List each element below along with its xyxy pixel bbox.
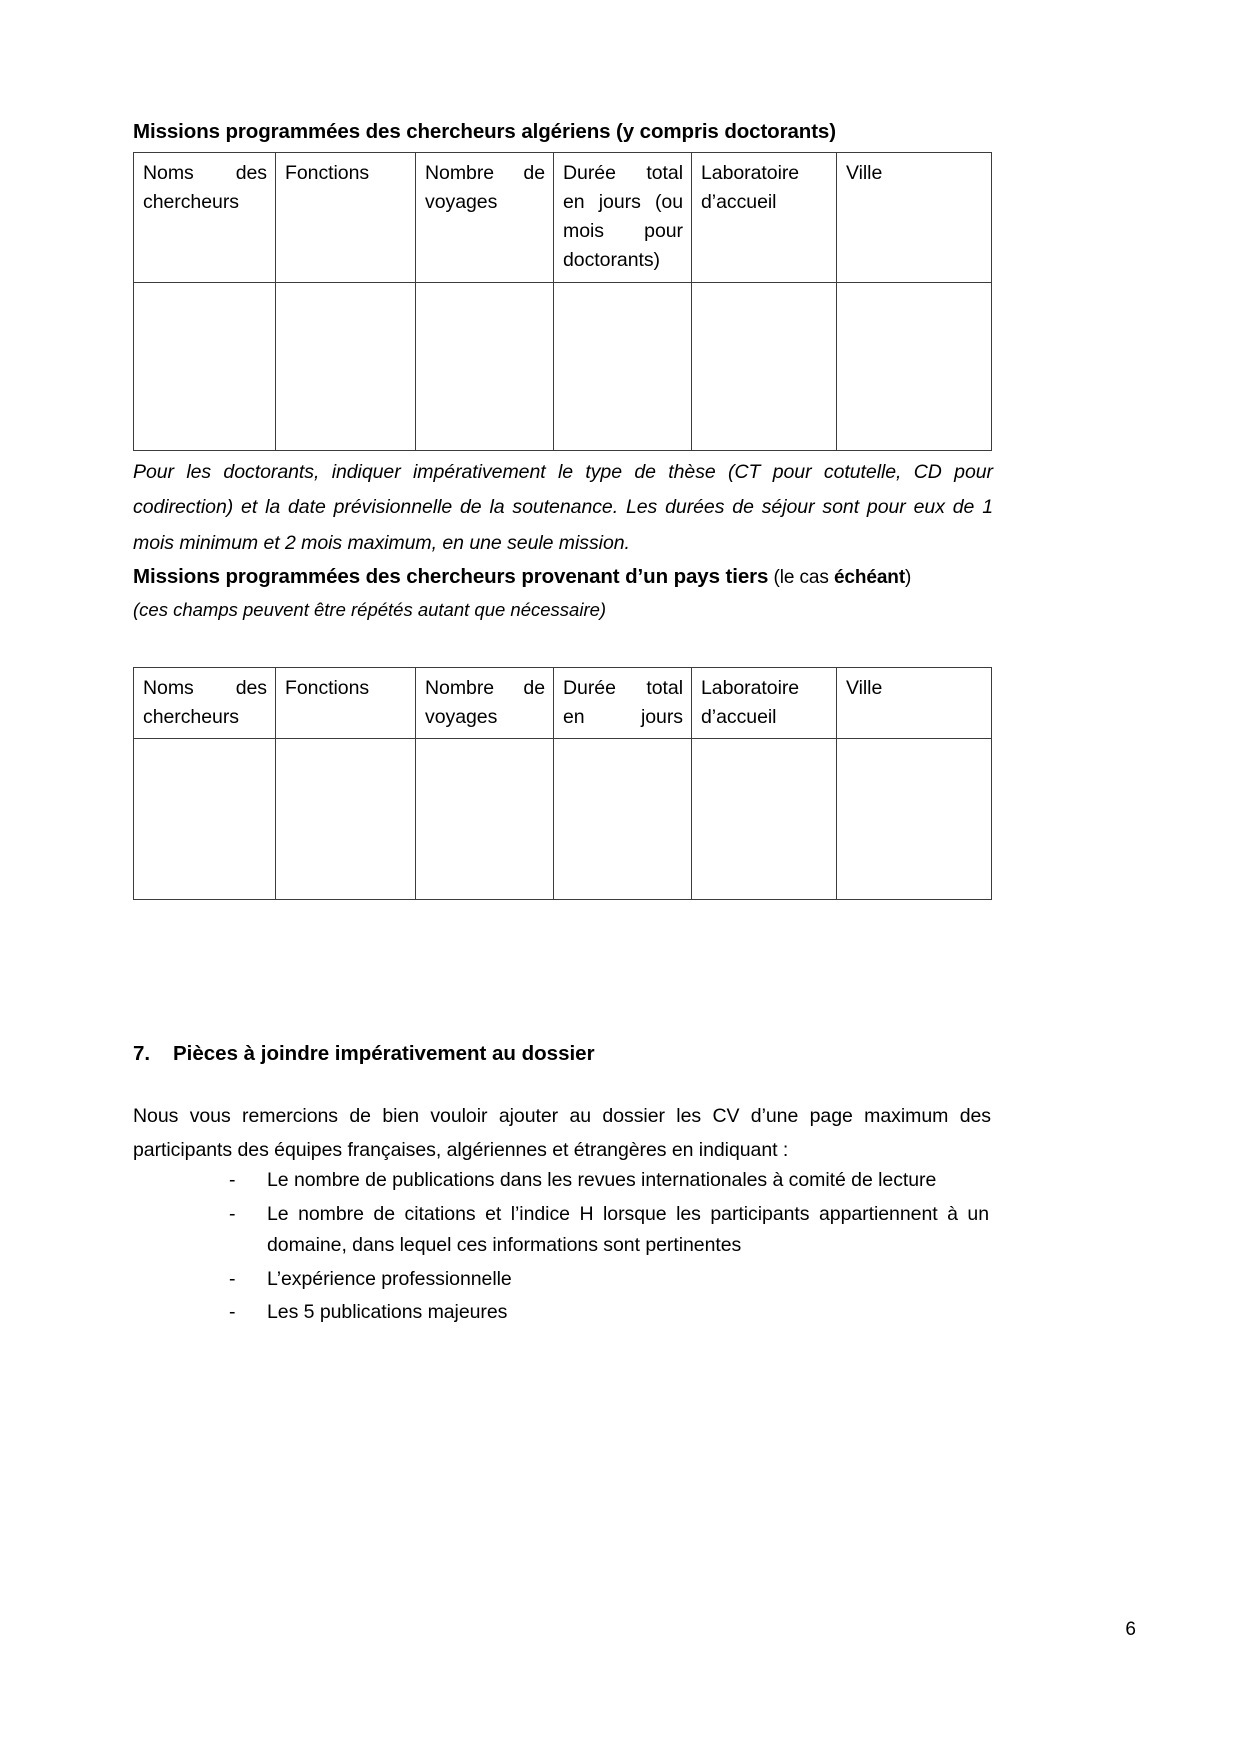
table-header-cell: Ville	[837, 667, 992, 739]
bullet-dash: -	[229, 1169, 236, 1191]
list-item	[229, 1297, 989, 1329]
table-header-cell: Laboratoire d’accueil	[692, 152, 837, 282]
table-cell[interactable]	[276, 739, 416, 900]
list-item-label: Le nombre de citations et l’indice H lorsque les participants appartiennent à un domaine, dans lequel ces informations sont pertinentes	[267, 1202, 989, 1257]
spacer	[133, 623, 993, 667]
table-cell[interactable]	[554, 282, 692, 450]
third-country-researchers-section	[133, 563, 993, 900]
section-7-list-wrap	[229, 1165, 989, 1331]
third-country-missions-title	[133, 563, 993, 591]
table-header-cell: Durée total en jours	[554, 667, 692, 739]
section-7-heading	[133, 1040, 993, 1069]
third-country-title-suffix-end: )	[905, 567, 912, 588]
table-cell[interactable]	[692, 739, 837, 900]
table-cell[interactable]	[416, 282, 554, 450]
table-cell[interactable]	[837, 739, 992, 900]
table-header-cell: Fonctions	[276, 152, 416, 282]
third-country-title-suffix-bold: échéant	[833, 567, 906, 588]
table-row[interactable]	[134, 282, 992, 450]
doctorant-instruction-note: Pour les doctorants, indiquer impérativement le type de thèse (CT pour cotutelle, CD pour codirection) et la date prévisionnelle de la soutenance. Les durées de séjour sont pour eux de 1 mois minimum et 2 mois maximum, en une seule mission.	[133, 460, 993, 554]
table-row[interactable]	[134, 739, 992, 900]
table-cell[interactable]	[134, 282, 276, 450]
table-header-cell: Nombre de voyages	[416, 152, 554, 282]
table-cell[interactable]	[837, 282, 992, 450]
list-item	[229, 1264, 989, 1296]
table-header-cell: Nombre de voyages	[416, 667, 554, 739]
table-header-cell: Noms des chercheurs	[134, 152, 276, 282]
section-7-intro-paragraph: Nous vous remercions de bien vouloir ajouter au dossier les CV d’une page maximum des participants des équipes françaises, algériennes et étrangères en indiquant :	[133, 1105, 991, 1161]
algerian-researchers-section	[133, 118, 993, 561]
table-cell[interactable]	[276, 282, 416, 450]
bullet-dash: -	[229, 1267, 236, 1290]
table-cell[interactable]	[416, 739, 554, 900]
table-cell[interactable]	[134, 739, 276, 900]
bullet-dash: -	[229, 1301, 236, 1324]
table-header-row	[134, 152, 992, 282]
table-header-cell: Laboratoire d’accueil	[692, 667, 837, 739]
table-header-row	[134, 667, 992, 739]
table-header-cell: Noms des chercheurs	[134, 667, 276, 739]
section-7-intro-wrap	[133, 1100, 991, 1167]
bullet-dash: -	[229, 1202, 236, 1225]
list-item-label: Les 5 publications majeures	[267, 1301, 508, 1324]
section-7-heading-wrap	[133, 1040, 993, 1069]
section-7-number: 7.	[133, 1042, 151, 1065]
third-country-title-suffix-prefix: (le cas	[768, 567, 834, 588]
list-item	[229, 1165, 989, 1197]
algerian-missions-title: Missions programmées des chercheurs algériens (y compris doctorants)	[133, 120, 836, 143]
section-7-title: Pièces à joindre impérativement au dossier	[173, 1042, 595, 1065]
table-cell[interactable]	[554, 739, 692, 900]
algerian-missions-table	[133, 152, 992, 451]
table-header-cell: Ville	[837, 152, 992, 282]
required-documents-list	[229, 1165, 989, 1329]
list-item-label: Le nombre de publications dans les revues internationales à comité de lecture	[267, 1169, 937, 1191]
table-cell[interactable]	[692, 282, 837, 450]
third-country-subtitle: (ces champs peuvent être répétés autant que nécessaire)	[133, 598, 607, 620]
list-item-label: L’expérience professionnelle	[267, 1267, 512, 1290]
third-country-missions-table	[133, 667, 992, 901]
table-header-cell: Durée total en jours (ou mois pour doctorants)	[554, 152, 692, 282]
third-country-title-main: Missions programmées des chercheurs provenant d’un pays tiers	[133, 565, 769, 588]
table-header-cell: Fonctions	[276, 667, 416, 739]
page-number: 6	[1125, 1619, 1136, 1640]
list-item	[229, 1199, 989, 1262]
